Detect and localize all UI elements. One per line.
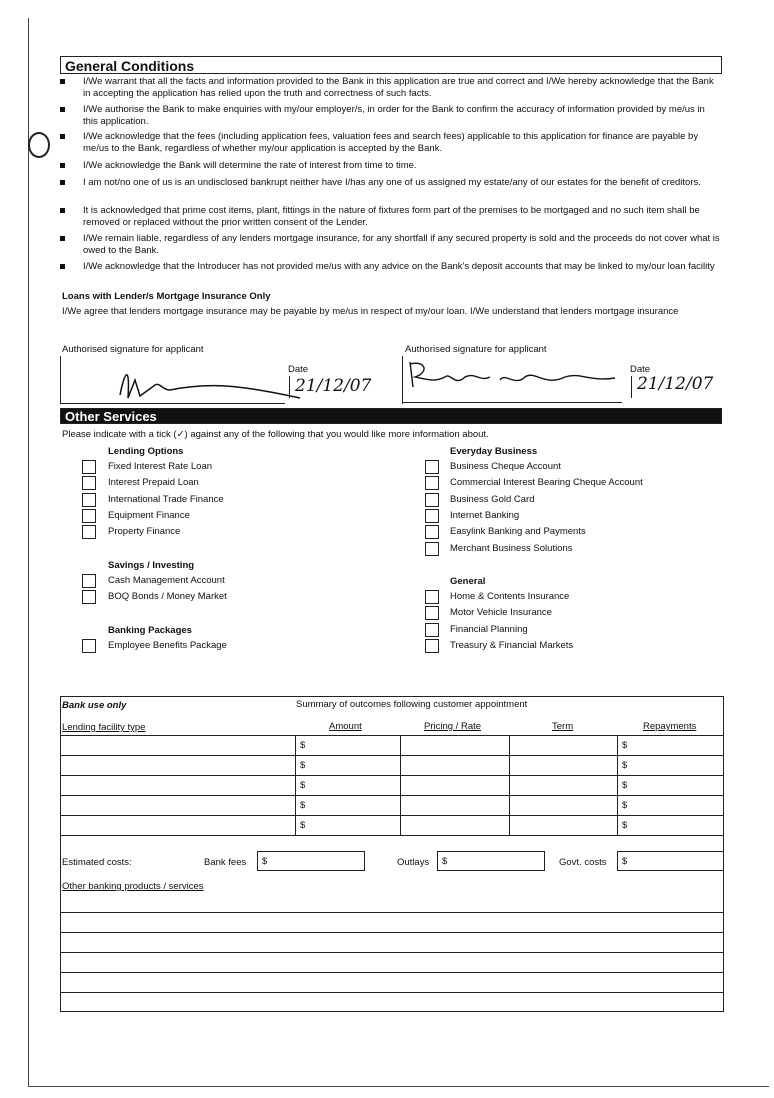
- currency-symbol: $: [622, 820, 628, 831]
- table-row[interactable]: [61, 775, 723, 795]
- option-checkbox[interactable]: [82, 476, 96, 490]
- condition-item: [60, 76, 722, 99]
- currency-symbol: $: [622, 760, 628, 771]
- lending-options-heading: Lending Options: [108, 446, 184, 457]
- col-term: Term: [552, 721, 574, 732]
- condition-text: I am not/no one of us is an undisclosed bankrupt neither have I/has any one of us assigned my estate/any of our estates for the benefit of creditors.: [83, 177, 701, 188]
- table-row[interactable]: [61, 815, 723, 835]
- other-services-heading: Other Services: [60, 408, 722, 424]
- outlays-input[interactable]: [437, 851, 545, 871]
- option-label: Commercial Interest Bearing Cheque Account: [450, 477, 643, 489]
- general-heading: General: [450, 576, 486, 587]
- condition-text: I/We acknowledge that the fees (including application fees, valuation fees and search fees) applicable to this application for finance are payable by me/us to the Bank, regardless of whether my/our application is accepted by the Bank.: [83, 131, 699, 154]
- condition-item: [60, 205, 722, 228]
- currency-symbol: $: [622, 800, 628, 811]
- option-label: Business Gold Card: [450, 493, 535, 505]
- table-row[interactable]: [61, 795, 723, 815]
- condition-item: [60, 177, 722, 189]
- col-repayments: Repayments: [643, 721, 697, 732]
- other-products-label: Other banking products / services: [62, 881, 204, 892]
- col-facility-type: Lending facility type: [62, 722, 146, 733]
- option-label: Easylink Banking and Payments: [450, 526, 586, 538]
- currency-symbol: $: [300, 820, 306, 831]
- option-checkbox[interactable]: [425, 639, 439, 653]
- option-label: Motor Vehicle Insurance: [450, 607, 552, 619]
- bullet-marker: [60, 236, 65, 241]
- option-label: Interest Prepaid Loan: [108, 477, 199, 489]
- govt-costs-label: Govt. costs: [559, 857, 607, 868]
- signature-applicant-2: [405, 352, 625, 402]
- option-label: Treasury & Financial Markets: [450, 639, 574, 651]
- option-checkbox[interactable]: [82, 639, 96, 653]
- option-label: Home & Contents Insurance: [450, 591, 570, 602]
- option-checkbox[interactable]: [425, 623, 439, 637]
- govt-costs-currency: $: [622, 856, 628, 867]
- currency-symbol: $: [622, 740, 628, 751]
- writing-line[interactable]: [60, 992, 724, 993]
- condition-text: I/We remain liable, regardless of any lenders mortgage insurance, for any shortfall if any secured property is sold and the proceeds do not cover what is owed to the Bank.: [83, 233, 720, 256]
- option-checkbox[interactable]: [425, 460, 439, 474]
- lmi-text: I/We agree that lenders mortgage insurance may be payable by me/us in respect of my/our loan. I/We understand that lenders mortgage insurance: [62, 306, 679, 317]
- option-checkbox[interactable]: [82, 590, 96, 604]
- option-checkbox[interactable]: [82, 509, 96, 523]
- option-label: Employee Benefits Package: [108, 640, 227, 651]
- bank-fees-input[interactable]: [257, 851, 365, 871]
- option-checkbox[interactable]: [425, 606, 439, 620]
- table-row[interactable]: [61, 755, 723, 775]
- date-label-1: Date: [288, 364, 309, 375]
- bank-use-title: Bank use only: [62, 700, 127, 711]
- outlays-label: Outlays: [397, 857, 430, 868]
- bullet-marker: [60, 163, 65, 168]
- signature-label-2: Authorised signature for applicant: [405, 344, 547, 355]
- govt-costs-input[interactable]: [617, 851, 724, 871]
- date-value-1: 21/12/07: [295, 376, 372, 396]
- condition-item: [60, 160, 722, 172]
- option-checkbox[interactable]: [425, 509, 439, 523]
- condition-text: I/We acknowledge that the Introducer has not provided me/us with any advice on the Bank's deposit accounts that may be linked to my/our loan facility: [83, 261, 715, 272]
- option-label: Equipment Finance: [108, 509, 190, 521]
- option-label: Financial Planning: [450, 623, 528, 635]
- option-checkbox[interactable]: [425, 476, 439, 490]
- option-checkbox[interactable]: [82, 574, 96, 588]
- condition-text: I/We warrant that all the facts and information provided to the Bank in this application are true and correct and I/We hereby acknowledge that the Bank in accepting the application has relied upon the truth and correctness of such facts.: [83, 76, 714, 99]
- grid-line: [60, 835, 724, 836]
- other-services-instruction: Please indicate with a tick (✓) against any of the following that you would like more information about.: [62, 429, 489, 440]
- writing-line[interactable]: [60, 972, 724, 973]
- currency-symbol: $: [622, 780, 628, 791]
- condition-item: [60, 233, 722, 256]
- bullet-marker: [60, 107, 65, 112]
- option-checkbox[interactable]: [425, 590, 439, 604]
- lmi-heading: Loans with Lender/s Mortgage Insurance Only: [62, 291, 271, 302]
- currency-symbol: $: [300, 740, 306, 751]
- bullet-marker: [60, 208, 65, 213]
- estimated-costs-label: Estimated costs:: [62, 857, 132, 868]
- bank-fees-label: Bank fees: [204, 857, 247, 868]
- option-label: Property Finance: [108, 526, 181, 538]
- writing-line[interactable]: [60, 952, 724, 953]
- condition-item: [60, 261, 722, 273]
- scan-hole-mark: [28, 132, 50, 158]
- condition-text: It is acknowledged that prime cost items, plant, fittings in the nature of fixtures form part of the premises to be mortgaged and no such item shall be removed or replaced without the prior written consent of the Lender.: [83, 205, 700, 228]
- writing-line[interactable]: [60, 932, 724, 933]
- writing-line[interactable]: [60, 912, 724, 913]
- option-label: Business Cheque Account: [450, 461, 561, 472]
- currency-symbol: $: [300, 800, 306, 811]
- bullet-marker: [60, 134, 65, 139]
- option-label: BOQ Bonds / Money Market: [108, 591, 227, 603]
- bullet-marker: [60, 264, 65, 269]
- option-label: Merchant Business Solutions: [450, 542, 573, 554]
- option-label: Fixed Interest Rate Loan: [108, 461, 213, 472]
- option-checkbox[interactable]: [82, 525, 96, 539]
- date-label-2: Date: [630, 364, 651, 375]
- bank-use-summary: Summary of outcomes following customer appointment: [296, 699, 528, 710]
- condition-text: I/We acknowledge the Bank will determine the rate of interest from time to time.: [83, 160, 417, 171]
- bullet-marker: [60, 79, 65, 84]
- option-checkbox[interactable]: [425, 542, 439, 556]
- everyday-heading: Everyday Business: [450, 446, 538, 457]
- currency-symbol: $: [300, 780, 306, 791]
- condition-text: I/We authorise the Bank to make enquiries with my/our employer/s, in order for the Bank to confirm the accuracy of information provided by me/us in this application.: [83, 104, 705, 127]
- savings-heading: Savings / Investing: [108, 560, 195, 571]
- bank-fees-currency: $: [262, 856, 268, 867]
- option-checkbox[interactable]: [425, 525, 439, 539]
- currency-symbol: $: [300, 760, 306, 771]
- option-label: Internet Banking: [450, 509, 520, 521]
- table-row[interactable]: [61, 735, 723, 755]
- outlays-currency: $: [442, 856, 448, 867]
- option-checkbox[interactable]: [425, 493, 439, 507]
- condition-item: [60, 104, 722, 127]
- option-checkbox[interactable]: [82, 493, 96, 507]
- col-amount: Amount: [329, 721, 362, 732]
- col-pricing: Pricing / Rate: [424, 721, 482, 732]
- date-value-2: 21/12/07: [637, 374, 714, 394]
- option-label: Cash Management Account: [108, 575, 225, 586]
- general-conditions-heading: General Conditions: [60, 56, 722, 74]
- condition-item: [60, 131, 722, 154]
- packages-heading: Banking Packages: [108, 625, 192, 636]
- bullet-marker: [60, 180, 65, 185]
- option-checkbox[interactable]: [82, 460, 96, 474]
- option-label: International Trade Finance: [108, 493, 224, 505]
- signature-label-1: Authorised signature for applicant: [62, 344, 204, 355]
